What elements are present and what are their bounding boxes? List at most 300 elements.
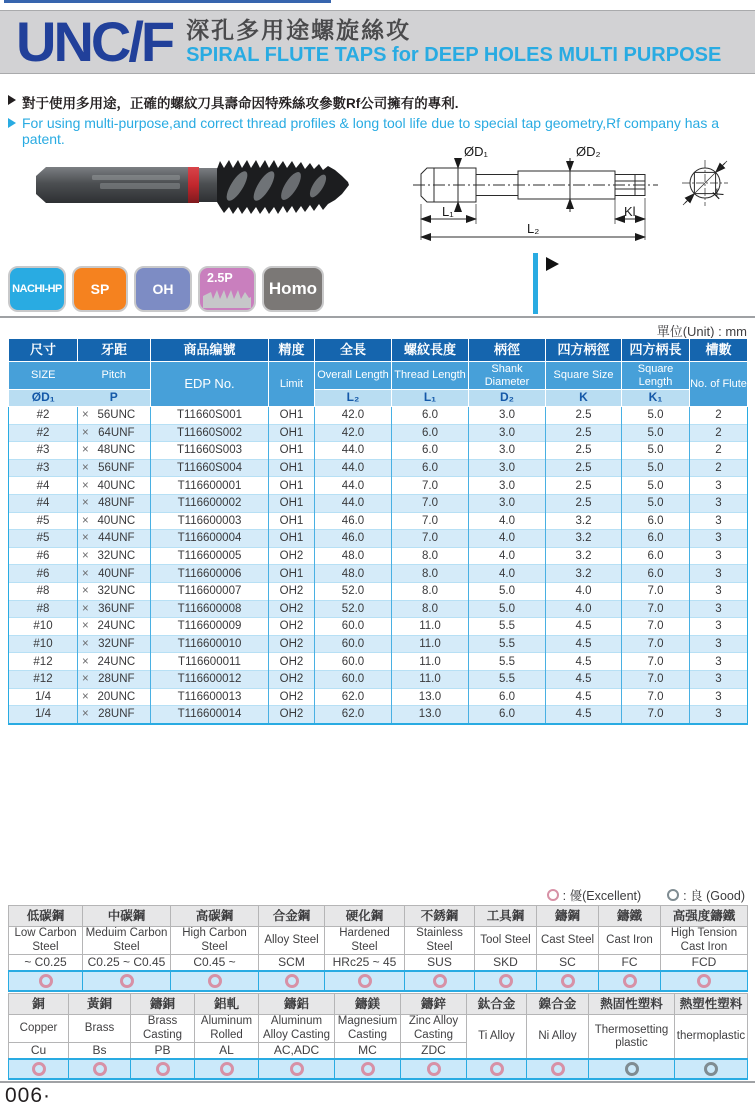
spec-cell: 3.2 xyxy=(546,547,622,565)
spec-cell: × 24UNC xyxy=(78,618,151,636)
rating-row xyxy=(9,1059,748,1079)
spec-cell: 44.0 xyxy=(315,442,392,460)
divider-line xyxy=(0,316,755,318)
material-name-en: Aluminum Alloy Casting xyxy=(259,1015,335,1043)
material-code: PB xyxy=(131,1043,195,1060)
col-header: P xyxy=(78,390,151,407)
spec-cell: 2.5 xyxy=(546,424,622,442)
tap-product-photo xyxy=(30,152,360,218)
spec-cell: 2.5 xyxy=(546,459,622,477)
material-name-en: Copper xyxy=(9,1015,69,1043)
rating-good-icon xyxy=(704,1062,718,1076)
col-header: K₁ xyxy=(622,390,690,407)
rating-excellent-icon xyxy=(499,974,513,988)
material-table-steel xyxy=(8,905,748,972)
badge-nachi-hp xyxy=(8,266,66,312)
top-accent-line xyxy=(4,0,331,3)
spec-cell: 6.0 xyxy=(622,547,690,565)
spec-row xyxy=(9,670,748,688)
spec-cell: 42.0 xyxy=(315,407,392,425)
col-header: 螺紋長度 xyxy=(392,339,469,362)
material-name-en: Brass Casting xyxy=(131,1015,195,1043)
spec-cell: 7.0 xyxy=(622,635,690,653)
spec-cell: OH1 xyxy=(269,477,315,495)
spec-cell: 52.0 xyxy=(315,582,392,600)
spec-cell: × 64UNF xyxy=(78,424,151,442)
col-header: 商品编號 xyxy=(151,339,269,362)
multiply-symbol: × xyxy=(82,462,89,475)
spec-cell: 62.0 xyxy=(315,688,392,706)
rating-cell xyxy=(589,1059,675,1079)
spec-cell: T116600003 xyxy=(151,512,269,530)
rating-excellent-icon xyxy=(39,974,53,988)
material-name-en: Meduim Carbon Steel xyxy=(83,927,171,955)
material-name-en: Ti Alloy xyxy=(467,1015,527,1060)
rating-cell xyxy=(475,971,537,991)
feature-bullet-zh xyxy=(8,92,459,112)
spec-cell: 3.2 xyxy=(546,512,622,530)
spec-cell: 2 xyxy=(690,442,748,460)
spec-cell: #3 xyxy=(9,459,78,477)
spec-cell: × 32UNC xyxy=(78,582,151,600)
spec-cell: OH2 xyxy=(269,582,315,600)
spec-cell: #10 xyxy=(9,635,78,653)
spec-cell: 7.0 xyxy=(392,477,469,495)
spec-row xyxy=(9,424,748,442)
spec-cell: 6.0 xyxy=(392,459,469,477)
spec-cell: 3.0 xyxy=(469,477,546,495)
multiply-symbol: × xyxy=(82,497,89,510)
multiply-symbol: × xyxy=(82,409,89,422)
spec-cell: OH1 xyxy=(269,407,315,425)
spec-cell: T116600006 xyxy=(151,565,269,583)
material-name-zh: 合金鋼 xyxy=(259,906,325,927)
material-name-en: Cast Iron xyxy=(599,927,661,955)
spec-cell: 2.5 xyxy=(546,477,622,495)
material-code: SKD xyxy=(475,955,537,972)
spec-cell: OH2 xyxy=(269,547,315,565)
spec-cell: 6.0 xyxy=(469,706,546,724)
spec-cell: 8.0 xyxy=(392,565,469,583)
rating-row xyxy=(9,971,748,991)
legend-excellent xyxy=(547,886,642,904)
spec-row xyxy=(9,565,748,583)
rating-cell xyxy=(195,1059,259,1079)
dim-label-k: K xyxy=(709,185,727,203)
rating-excellent-icon xyxy=(490,1062,504,1076)
spec-cell: 8.0 xyxy=(392,582,469,600)
material-row xyxy=(9,1015,748,1043)
spec-cell: 3 xyxy=(690,706,748,724)
spec-cell: × 28UNF xyxy=(78,670,151,688)
multiply-symbol: × xyxy=(82,550,89,563)
rating-cell xyxy=(599,971,661,991)
spec-table xyxy=(8,338,748,725)
spec-cell: 2 xyxy=(690,459,748,477)
spec-cell: OH1 xyxy=(269,424,315,442)
multiply-symbol: × xyxy=(82,620,89,633)
col-header: L₁ xyxy=(392,390,469,407)
spec-cell: × 56UNC xyxy=(78,407,151,425)
spec-cell: OH2 xyxy=(269,635,315,653)
thread-profile-icon xyxy=(203,286,251,308)
badge-homo xyxy=(262,266,324,312)
product-code: UNC/F xyxy=(16,10,173,73)
multiply-symbol: × xyxy=(82,690,89,703)
col-header: K xyxy=(546,390,622,407)
spec-cell: T116600007 xyxy=(151,582,269,600)
spec-cell: #2 xyxy=(9,424,78,442)
spec-row xyxy=(9,635,748,653)
header-banner xyxy=(0,10,755,74)
rating-band-steel xyxy=(8,970,748,992)
material-code: AL xyxy=(195,1043,259,1060)
material-code: FCD xyxy=(661,955,748,972)
spec-cell: × 40UNF xyxy=(78,565,151,583)
spec-cell: 3.0 xyxy=(469,494,546,512)
spec-cell: 4.5 xyxy=(546,706,622,724)
col-header: 柄徑 xyxy=(469,339,546,362)
spec-cell: #2 xyxy=(9,407,78,425)
spec-row xyxy=(9,459,748,477)
rating-cell xyxy=(401,1059,467,1079)
spec-cell: 2 xyxy=(690,407,748,425)
rating-cell xyxy=(661,971,748,991)
spec-cell: 13.0 xyxy=(392,688,469,706)
spec-cell: × 44UNF xyxy=(78,530,151,548)
rating-cell xyxy=(83,971,171,991)
rating-cell xyxy=(259,971,325,991)
material-name-en: Cast Steel xyxy=(537,927,599,955)
spec-cell: 3.0 xyxy=(469,424,546,442)
multiply-symbol: × xyxy=(82,532,89,545)
spec-row xyxy=(9,653,748,671)
material-name-en: High Carbon Steel xyxy=(171,927,259,955)
rating-cell xyxy=(69,1059,131,1079)
spec-cell: #8 xyxy=(9,582,78,600)
spec-cell: 3 xyxy=(690,530,748,548)
spec-cell: × 24UNC xyxy=(78,653,151,671)
material-name-zh: 鎳合金 xyxy=(527,994,589,1015)
material-code: C0.45 ~ xyxy=(171,955,259,972)
spec-cell: 46.0 xyxy=(315,512,392,530)
spec-cell: T116600005 xyxy=(151,547,269,565)
spec-cell: OH2 xyxy=(269,600,315,618)
material-code: SC xyxy=(537,955,599,972)
col-header: 全長 xyxy=(315,339,392,362)
spec-cell: 13.0 xyxy=(392,706,469,724)
spec-cell: 7.0 xyxy=(392,512,469,530)
material-name-zh: 鈦合金 xyxy=(467,994,527,1015)
material-name-zh: 黃銅 xyxy=(69,994,131,1015)
rating-excellent-icon xyxy=(156,1062,170,1076)
badge-label: OH xyxy=(152,281,174,297)
spec-cell: 5.0 xyxy=(622,442,690,460)
badge-label: SP xyxy=(90,281,110,297)
bullet-triangle-icon xyxy=(8,95,16,105)
material-code: ~ C0.25 xyxy=(9,955,83,972)
spec-cell: 7.0 xyxy=(622,706,690,724)
spec-cell: #5 xyxy=(9,530,78,548)
spec-cell: 5.0 xyxy=(622,459,690,477)
spec-row xyxy=(9,407,748,425)
series-badges xyxy=(8,266,324,312)
material-name-en: Low Carbon Steel xyxy=(9,927,83,955)
material-row xyxy=(9,906,748,927)
col-header: Limit xyxy=(269,362,315,407)
badge-label: NACHI-HP xyxy=(12,283,62,295)
spec-cell: 3.2 xyxy=(546,565,622,583)
spec-cell: 60.0 xyxy=(315,635,392,653)
rating-excellent-icon xyxy=(220,1062,234,1076)
spec-cell: OH1 xyxy=(269,512,315,530)
spec-row xyxy=(9,442,748,460)
rating-cell xyxy=(325,971,405,991)
spec-cell: 1/4 xyxy=(9,688,78,706)
col-header: Shank Diameter xyxy=(469,362,546,390)
spec-cell: T11660S004 xyxy=(151,459,269,477)
spec-cell: OH1 xyxy=(269,459,315,477)
page-number: 006· xyxy=(5,1084,52,1107)
section-accent-bar xyxy=(533,253,538,314)
spec-cell: 3.0 xyxy=(469,442,546,460)
spec-cell: 7.0 xyxy=(392,530,469,548)
badge-label: Homo xyxy=(268,279,318,298)
spec-cell: 6.0 xyxy=(622,565,690,583)
spec-row xyxy=(9,618,748,636)
dim-label-kl: Kl xyxy=(624,204,636,219)
spec-cell: 5.0 xyxy=(622,407,690,425)
spec-cell: 60.0 xyxy=(315,618,392,636)
spec-cell: 5.0 xyxy=(622,424,690,442)
rating-excellent-icon xyxy=(623,974,637,988)
spec-cell: #6 xyxy=(9,547,78,565)
spec-cell: T116600001 xyxy=(151,477,269,495)
spec-cell: 44.0 xyxy=(315,477,392,495)
spec-cell: × 36UNF xyxy=(78,600,151,618)
spec-table-body xyxy=(9,407,748,724)
spec-cell: × 28UNF xyxy=(78,706,151,724)
multiply-symbol: × xyxy=(82,708,89,721)
rating-excellent-icon xyxy=(93,1062,107,1076)
col-header: Square Length xyxy=(622,362,690,390)
spec-cell: 4.0 xyxy=(546,600,622,618)
spec-cell: 2.5 xyxy=(546,407,622,425)
spec-cell: 5.5 xyxy=(469,635,546,653)
legend-good xyxy=(667,886,745,904)
multiply-symbol: × xyxy=(82,673,89,686)
rating-excellent-icon xyxy=(120,974,134,988)
spec-cell: 11.0 xyxy=(392,635,469,653)
rating-excellent-icon xyxy=(32,1062,46,1076)
spec-cell: 6.0 xyxy=(392,442,469,460)
rating-cell xyxy=(9,1059,69,1079)
material-name-zh: 鋁軋 xyxy=(195,994,259,1015)
spec-cell: 7.0 xyxy=(622,653,690,671)
rating-cell xyxy=(405,971,475,991)
page-title-en: SPIRAL FLUTE TAPS for DEEP HOLES MULTI PURPOSE xyxy=(186,44,722,67)
spec-cell: #12 xyxy=(9,653,78,671)
col-header: Thread Length xyxy=(392,362,469,390)
spec-cell: T116600011 xyxy=(151,653,269,671)
title-block xyxy=(186,17,721,68)
material-code: SUS xyxy=(405,955,475,972)
spec-cell: 3 xyxy=(690,653,748,671)
multiply-symbol: × xyxy=(82,655,89,668)
spec-cell: OH1 xyxy=(269,442,315,460)
page-title-zh: 深孔多用途螺旋絲攻 xyxy=(186,16,412,43)
material-row xyxy=(9,955,748,972)
rating-legend xyxy=(547,886,745,904)
spec-cell: #10 xyxy=(9,618,78,636)
col-header: 四方柄長 xyxy=(622,339,690,362)
spec-cell: 62.0 xyxy=(315,706,392,724)
spec-header-symbol-row xyxy=(9,390,748,407)
spec-cell: 3 xyxy=(690,600,748,618)
tap-dimension-diagram xyxy=(388,142,755,252)
red-ring-band xyxy=(188,167,199,203)
feature-text-zh: 對于使用多用途，正確的螺紋刀具壽命因特殊絲攻參數Rf公司擁有的專利. xyxy=(22,96,459,111)
rating-excellent-icon xyxy=(358,974,372,988)
material-name-en: thermoplastic xyxy=(675,1015,748,1060)
spec-cell: T11660S003 xyxy=(151,442,269,460)
col-header: Square Size xyxy=(546,362,622,390)
col-header: SIZE xyxy=(9,362,78,390)
rating-cell xyxy=(259,1059,335,1079)
spec-cell: 5.0 xyxy=(622,477,690,495)
material-name-zh: 硬化鋼 xyxy=(325,906,405,927)
spec-cell: 6.0 xyxy=(392,424,469,442)
multiply-symbol: × xyxy=(82,567,89,580)
spec-cell: × 40UNC xyxy=(78,512,151,530)
material-code: Cu xyxy=(9,1043,69,1060)
spec-cell: 4.5 xyxy=(546,653,622,671)
rating-cell xyxy=(537,971,599,991)
spec-row xyxy=(9,512,748,530)
rating-excellent-icon xyxy=(290,1062,304,1076)
material-name-en: Zinc Alloy Casting xyxy=(401,1015,467,1043)
spec-cell: 6.0 xyxy=(392,407,469,425)
multiply-symbol: × xyxy=(82,426,89,439)
dim-label-l1: L₁ xyxy=(442,204,454,219)
rating-excellent-icon xyxy=(697,974,711,988)
spec-cell: #5 xyxy=(9,512,78,530)
good-ring-icon xyxy=(667,889,679,901)
spec-cell: OH1 xyxy=(269,494,315,512)
spec-cell: 2 xyxy=(690,424,748,442)
spec-cell: T116600004 xyxy=(151,530,269,548)
material-name-zh: 熱塑性塑料 xyxy=(675,994,748,1015)
spec-cell: OH2 xyxy=(269,688,315,706)
spec-cell: 7.0 xyxy=(622,600,690,618)
rating-cell xyxy=(131,1059,195,1079)
rating-good-icon xyxy=(625,1062,639,1076)
spec-row xyxy=(9,477,748,495)
spec-cell: OH2 xyxy=(269,653,315,671)
shank-marking xyxy=(92,175,180,180)
spec-cell: 44.0 xyxy=(315,494,392,512)
spec-cell: 4.0 xyxy=(546,582,622,600)
spec-cell: T11660S002 xyxy=(151,424,269,442)
rating-excellent-icon xyxy=(427,1062,441,1076)
material-code: ZDC xyxy=(401,1043,467,1060)
spec-row xyxy=(9,600,748,618)
material-name-en: Aluminum Rolled xyxy=(195,1015,259,1043)
material-code: FC xyxy=(599,955,661,972)
spec-cell: 3 xyxy=(690,582,748,600)
spec-cell: 7.0 xyxy=(392,494,469,512)
rating-cell xyxy=(335,1059,401,1079)
material-code: MC xyxy=(335,1043,401,1060)
spec-cell: OH2 xyxy=(269,706,315,724)
spec-cell: 5.5 xyxy=(469,618,546,636)
spec-cell: 4.0 xyxy=(469,547,546,565)
spec-cell: × 32UNF xyxy=(78,635,151,653)
spec-cell: 5.0 xyxy=(469,582,546,600)
spec-cell: T11660S001 xyxy=(151,407,269,425)
spec-cell: 4.5 xyxy=(546,670,622,688)
spec-cell: 48.0 xyxy=(315,547,392,565)
spec-cell: 5.5 xyxy=(469,670,546,688)
section-arrow-icon xyxy=(546,257,559,271)
material-name-zh: 鑄鐵 xyxy=(599,906,661,927)
spec-cell: 11.0 xyxy=(392,618,469,636)
spec-cell: 3.0 xyxy=(469,407,546,425)
material-code: C0.25 ~ C0.45 xyxy=(83,955,171,972)
spec-cell: × 20UNC xyxy=(78,688,151,706)
spec-cell: T116600010 xyxy=(151,635,269,653)
spec-cell: 7.0 xyxy=(622,670,690,688)
material-name-zh: 熱固性塑料 xyxy=(589,994,675,1015)
spec-cell: OH2 xyxy=(269,670,315,688)
spec-cell: 3 xyxy=(690,477,748,495)
bullet-triangle-icon xyxy=(8,118,16,128)
spec-cell: 3.2 xyxy=(546,530,622,548)
spec-cell: T116600008 xyxy=(151,600,269,618)
spec-cell: T116600012 xyxy=(151,670,269,688)
rating-excellent-icon xyxy=(361,1062,375,1076)
material-name-zh: 鑄鋁 xyxy=(259,994,335,1015)
spec-cell: 4.0 xyxy=(469,565,546,583)
unit-note: 單位(Unit) : mm xyxy=(656,324,747,339)
material-name-en: Stainless Steel xyxy=(405,927,475,955)
material-code: HRc25 ~ 45 xyxy=(325,955,405,972)
spec-row xyxy=(9,688,748,706)
material-code: AC,ADC xyxy=(259,1043,335,1060)
spec-cell: 11.0 xyxy=(392,653,469,671)
material-name-zh: 中碳鋼 xyxy=(83,906,171,927)
material-name-en: Thermosetting plastic xyxy=(589,1015,675,1060)
spec-cell: 5.0 xyxy=(622,494,690,512)
spec-cell: × 56UNF xyxy=(78,459,151,477)
col-header: 四方柄徑 xyxy=(546,339,622,362)
material-table-nonferrous xyxy=(8,993,748,1060)
spec-cell: #4 xyxy=(9,494,78,512)
spec-cell: 42.0 xyxy=(315,424,392,442)
material-name-en: Alloy Steel xyxy=(259,927,325,955)
spec-cell: 3 xyxy=(690,618,748,636)
rating-cell xyxy=(675,1059,748,1079)
badge-oh xyxy=(134,266,192,312)
material-name-zh: 工具鋼 xyxy=(475,906,537,927)
feature-text-en: For using multi-purpose,and correct thread profiles & long tool life due to special tap geometry,Rf company has a patent. xyxy=(22,115,719,147)
spec-row xyxy=(9,530,748,548)
spec-cell: OH1 xyxy=(269,530,315,548)
spec-cell: 3 xyxy=(690,565,748,583)
material-code: Bs xyxy=(69,1043,131,1060)
multiply-symbol: × xyxy=(82,585,89,598)
rating-excellent-icon xyxy=(433,974,447,988)
